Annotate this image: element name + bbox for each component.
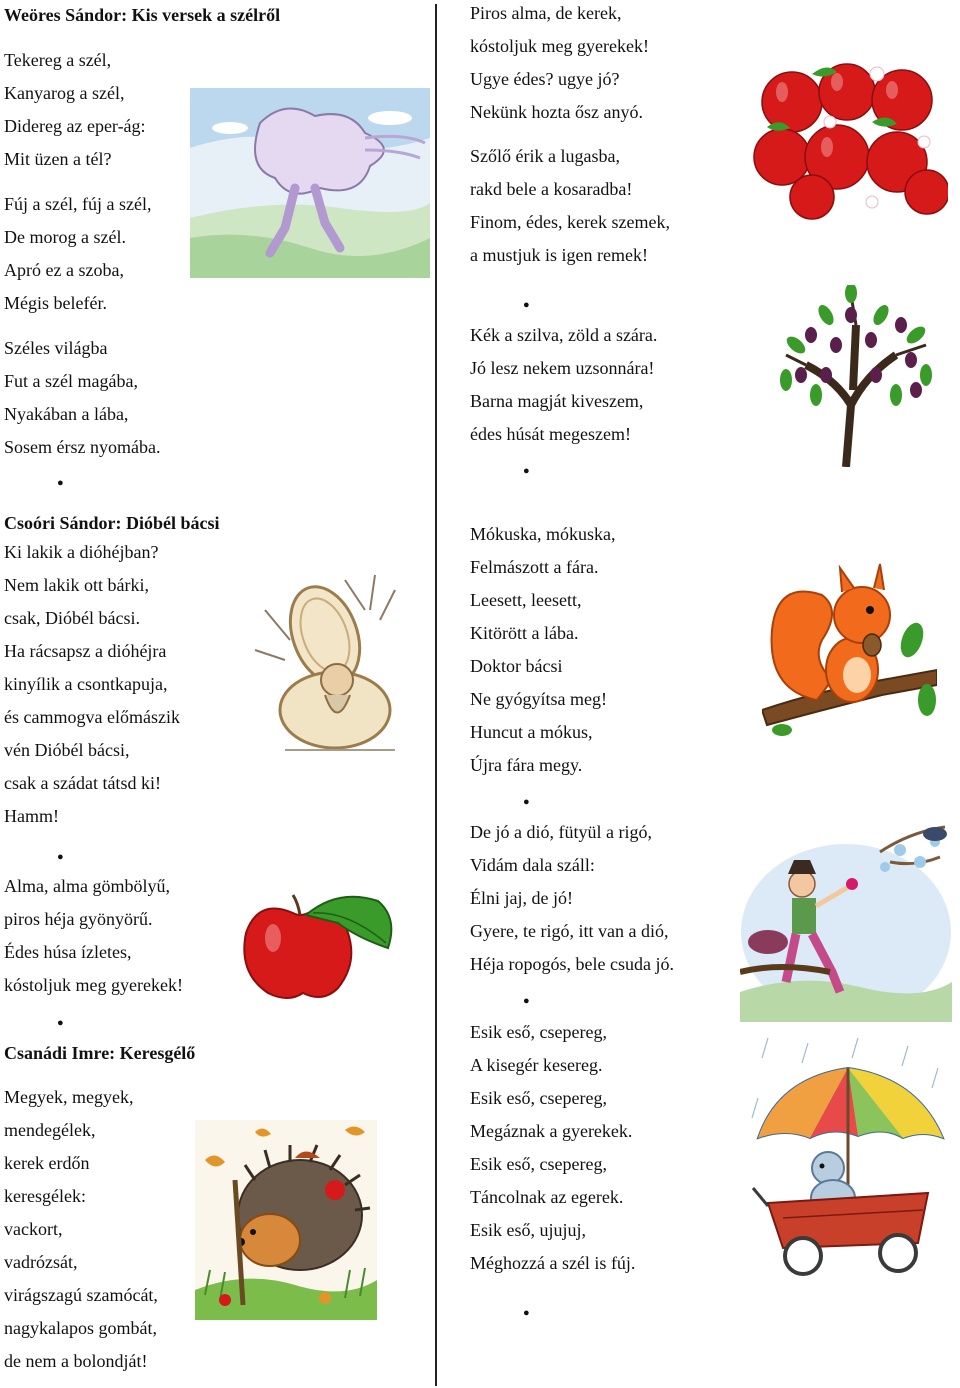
- poem-line: A kisegér kesereg.: [470, 1055, 603, 1075]
- poem-line: Édes húsa ízletes,: [4, 942, 132, 962]
- poem-line: Megáznak a gyerekek.: [470, 1121, 633, 1141]
- poem-line: Kanyarog a szél,: [4, 83, 125, 103]
- bullet-separator: [523, 787, 530, 814]
- poem-line: Tekereg a szél,: [4, 50, 112, 70]
- poem-line: csak a szádat tátsd ki!: [4, 773, 161, 793]
- poem-apple: [4, 870, 183, 1002]
- poem-line: Újra fára megy.: [470, 755, 583, 775]
- poem-line: Kék a szilva, zöld a szára.: [470, 325, 658, 345]
- poem-line: Esik eső, csepereg,: [470, 1022, 607, 1042]
- poem-line: De morog a szél.: [4, 227, 126, 247]
- poem-line: és cammogva előmászik: [4, 707, 180, 727]
- poem-line: nagykalapos gombát,: [4, 1318, 157, 1338]
- poem-line: Ugye édes? ugye jó?: [470, 69, 620, 89]
- bullet-separator: [523, 1298, 530, 1325]
- poem-line: Apró ez a szoba,: [4, 260, 124, 280]
- poem-title: Csoóri Sándor: Dióbél bácsi: [4, 513, 220, 533]
- poem-line: Felmászott a fára.: [470, 557, 599, 577]
- poem-line: Nyakában a lába,: [4, 404, 129, 424]
- hedgehog-illustration: [195, 1120, 377, 1320]
- poem-line: Kitörött a lába.: [470, 623, 579, 643]
- poem-line: keresgélek:: [4, 1186, 86, 1206]
- mouse-umbrella-wagon-illustration: [748, 1038, 948, 1288]
- poem-line: vadrózsát,: [4, 1252, 78, 1272]
- poem-line: kinyílik a csontkapuja,: [4, 674, 168, 694]
- poem-line: Didereg az eper-ág:: [4, 116, 146, 136]
- poem-line: Fut a szél magába,: [4, 371, 138, 391]
- bullet-separator: [523, 290, 530, 317]
- poem-line: Héja ropogós, bele csuda jó.: [470, 954, 674, 974]
- poem-line: Mókuska, mókuska,: [470, 524, 616, 544]
- poem-line: Szőlő érik a lugasba,: [470, 146, 620, 166]
- poem-line: Ki lakik a dióhéjban?: [4, 542, 159, 562]
- bullet-separator: [57, 842, 64, 869]
- poem-line: rakd bele a kosaradba!: [470, 179, 633, 199]
- poem-line: édes húsát megeszem!: [470, 424, 631, 444]
- poem-line: Táncolnak az egerek.: [470, 1187, 624, 1207]
- boy-with-thrush-illustration: [740, 822, 952, 1022]
- squirrel-illustration: [762, 560, 937, 738]
- poem-line: De jó a dió, fütyül a rigó,: [470, 822, 652, 842]
- poem-walnut: [4, 510, 220, 833]
- poem-line: Jó lesz nekem uzsonnára!: [470, 358, 655, 378]
- poem-line: de nem a bolondját!: [4, 1351, 148, 1371]
- poem-line: Élni jaj, de jó!: [470, 888, 573, 908]
- poem-line: Finom, édes, kerek szemek,: [470, 212, 670, 232]
- poem-thrush: [470, 816, 674, 981]
- poem-squirrel: [470, 518, 616, 782]
- plum-tree-illustration: [776, 285, 936, 467]
- poem-line: Ne gyógyítsa meg!: [470, 689, 607, 709]
- wind-creature-illustration: [190, 88, 430, 278]
- poem-line: Doktor bácsi: [470, 656, 563, 676]
- poem-line: Alma, alma gömbölyű,: [4, 876, 170, 896]
- poem-line: Sosem érsz nyomába.: [4, 437, 161, 457]
- bullet-separator: [523, 986, 530, 1013]
- poem-line: Esik eső, ujujuj,: [470, 1220, 586, 1240]
- walnut-man-illustration: [245, 570, 415, 755]
- poem-plum: [470, 319, 657, 451]
- poem-line: Barna magját kiveszem,: [470, 391, 644, 411]
- bullet-separator: [523, 456, 530, 483]
- poem-line: Nem lakik ott bárki,: [4, 575, 149, 595]
- poem-line: Méghozzá a szél is fúj.: [470, 1253, 636, 1273]
- poem-line: Esik eső, csepereg,: [470, 1088, 607, 1108]
- poem-line: Piros alma, de kerek,: [470, 3, 622, 23]
- poem-line: Fúj a szél, fúj a szél,: [4, 194, 152, 214]
- bullet-separator: [57, 1008, 64, 1035]
- apple-pile-illustration: [752, 62, 948, 220]
- poem-line: Megyek, megyek,: [4, 1087, 134, 1107]
- poem-line: Mit üzen a tél?: [4, 149, 112, 169]
- poem-apples: [470, 0, 670, 272]
- poem-line: kerek erdőn: [4, 1153, 90, 1173]
- poem-line: Hamm!: [4, 806, 59, 826]
- column-divider: [435, 4, 437, 1386]
- poem-line: Leesett, leesett,: [470, 590, 582, 610]
- poem-line: Széles világba: [4, 338, 108, 358]
- poem-line: vén Dióbél bácsi,: [4, 740, 130, 760]
- poem-line: Huncut a mókus,: [470, 722, 593, 742]
- bullet-separator: [57, 468, 64, 495]
- red-apple-illustration: [238, 893, 396, 1001]
- poem-line: Mégis belefér.: [4, 293, 107, 313]
- poem-line: Ha rácsapsz a dióhéjra: [4, 641, 167, 661]
- poem-line: piros héja gyönyörű.: [4, 909, 153, 929]
- poem-line: virágszagú szamócát,: [4, 1285, 158, 1305]
- poem-line: kóstoljuk meg gyerekek!: [4, 975, 183, 995]
- poem-line: vackort,: [4, 1219, 63, 1239]
- poem-seeker: [4, 1040, 195, 1378]
- poem-rain: [470, 1016, 635, 1280]
- poem-title: Weöres Sándor: Kis versek a szélről: [4, 5, 281, 25]
- poem-line: a mustjuk is igen remek!: [470, 245, 648, 265]
- poem-line: csak, Dióbél bácsi.: [4, 608, 140, 628]
- poem-line: Vidám dala száll:: [470, 855, 595, 875]
- poem-line: kóstoljuk meg gyerekek!: [470, 36, 649, 56]
- poem-line: Nekünk hozta ősz anyó.: [470, 102, 643, 122]
- poem-line: Gyere, te rigó, itt van a dió,: [470, 921, 669, 941]
- poem-title: Csanádi Imre: Keresgélő: [4, 1043, 196, 1063]
- poem-line: mendegélek,: [4, 1120, 96, 1140]
- poem-line: Esik eső, csepereg,: [470, 1154, 607, 1174]
